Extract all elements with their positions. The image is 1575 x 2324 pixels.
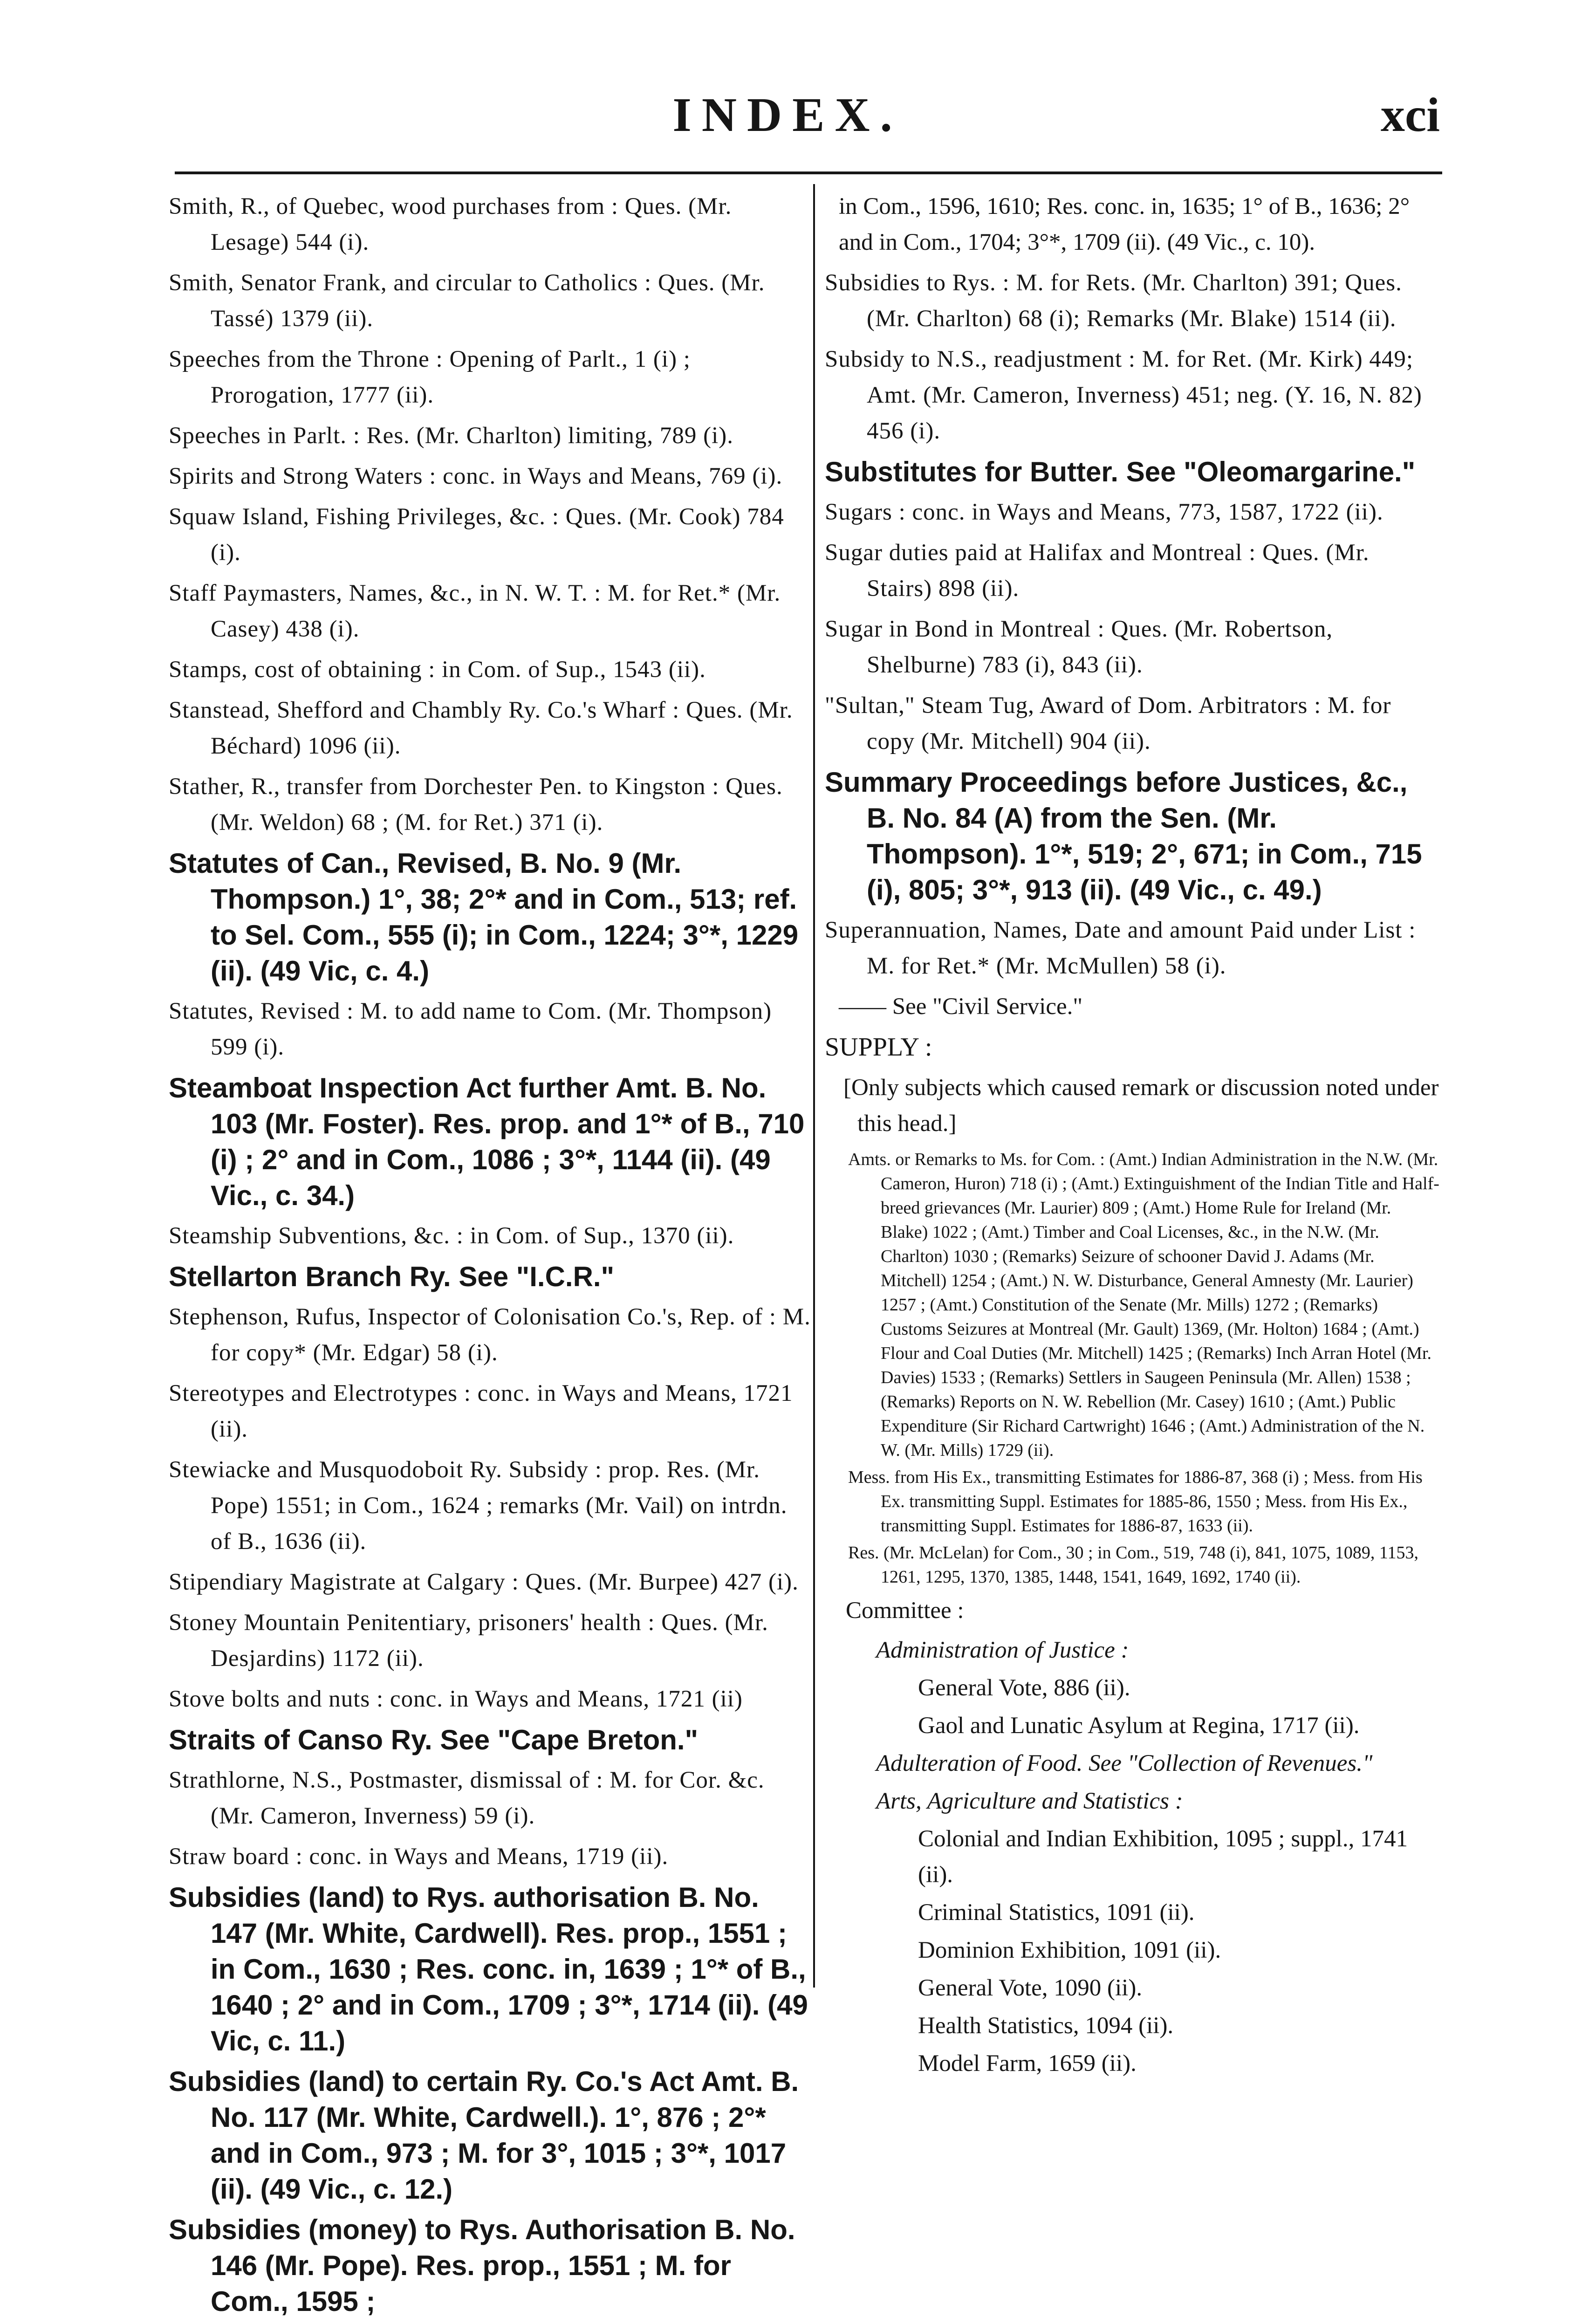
index-entry: Steamboat Inspection Act further Amt. B. No. 103 (Mr. Foster). Res. prop. and 1°* of B., 710 (i) ; 2° and in Com., 1086 ; 3°*, 1144 (ii). (49 Vic., c. 34.) — [169, 1072, 805, 1211]
index-entry: —— See "Civil Service." — [839, 994, 1083, 1020]
index-entry: Stamps, cost of obtaining : in Com. of Sup., 1543 (ii). — [169, 657, 706, 683]
index-entry: Speeches in Parlt. : Res. (Mr. Charlton) limiting, 789 (i). — [169, 423, 734, 449]
page-number: xci — [1380, 88, 1440, 142]
index-entry: in Com., 1596, 1610; Res. conc. in, 1635; 1° of B., 1636; 2° and in Com., 1704; 3°*, 1709 (ii). (49 Vic., c. 10). — [839, 193, 1410, 255]
index-entry: Gaol and Lunatic Asylum at Regina, 1717 (ii). — [918, 1713, 1360, 1739]
index-entry: Criminal Statistics, 1091 (ii). — [918, 1899, 1195, 1926]
index-entry: Committee : — [846, 1597, 964, 1624]
index-entry: Subsidies (land) to Rys. authorisation B. No. 147 (Mr. White, Cardwell). Res. prop., 1551 ; in Com., 1630 ; Res. conc. in, 1639 ; 1°* of B., 1640 ; 2° and in Com., 1709 ; 3°*, 1714 (ii). (49 Vic, c. 11.) — [169, 1882, 808, 2057]
header-rule — [175, 171, 1442, 174]
index-entry: Model Farm, 1659 (ii). — [918, 2050, 1137, 2077]
index-entry: Straw board : conc. in Ways and Means, 1719 (ii). — [169, 1844, 669, 1870]
index-column-left — [169, 189, 812, 2324]
index-entry: [Only subjects which caused remark or discussion noted under this head.] — [843, 1075, 1439, 1137]
index-entry: Strathlorne, N.S., Postmaster, dismissal of : M. for Cor. &c. (Mr. Cameron, Inverness) 59 (i). — [169, 1767, 765, 1829]
index-entry: Straits of Canso Ry. See "Cape Breton." — [169, 1724, 698, 1755]
page-title: INDEX. — [672, 88, 903, 142]
index-entry: Sugars : conc. in Ways and Means, 773, 1587, 1722 (ii). — [825, 499, 1383, 525]
index-entry: SUPPLY : — [825, 1033, 932, 1062]
index-entry: General Vote, 886 (ii). — [918, 1675, 1130, 1701]
index-entry: Superannuation, Names, Date and amount Paid under List : M. for Ret.* (Mr. McMullen) 58 (i). — [825, 917, 1416, 979]
index-entry: Statutes, Revised : M. to add name to Com. (Mr. Thompson) 599 (i). — [169, 998, 772, 1060]
index-entry: Stewiacke and Musquodoboit Ry. Subsidy : prop. Res. (Mr. Pope) 1551; in Com., 1624 ; remarks (Mr. Vail) on intrdn. of B., 1636 (ii). — [169, 1457, 788, 1555]
index-entry: Stipendiary Magistrate at Calgary : Ques. (Mr. Burpee) 427 (i). — [169, 1569, 799, 1595]
index-entry: Adulteration of Food. See "Collection of Revenues." — [876, 1750, 1373, 1776]
index-entry: Stereotypes and Electrotypes : conc. in Ways and Means, 1721 (ii). — [169, 1380, 793, 1442]
index-entry: Dominion Exhibition, 1091 (ii). — [918, 1937, 1221, 1963]
index-entry: Administration of Justice : — [876, 1637, 1129, 1663]
index-entry: Smith, R., of Quebec, wood purchases from : Ques. (Mr. Lesage) 544 (i). — [169, 193, 732, 255]
index-entry: Steamship Subventions, &c. : in Com. of Sup., 1370 (ii). — [169, 1223, 734, 1249]
column-divider — [813, 184, 815, 1988]
index-entry: Subsidies to Rys. : M. for Rets. (Mr. Charlton) 391; Ques. (Mr. Charlton) 68 (i); Remarks (Mr. Blake) 1514 (ii). — [825, 270, 1402, 332]
index-entry: Stoney Mountain Penitentiary, prisoners' health : Ques. (Mr. Desjardins) 1172 (ii). — [169, 1610, 768, 1672]
index-entry: Sugar duties paid at Halifax and Montreal : Ques. (Mr. Stairs) 898 (ii). — [825, 540, 1370, 602]
index-entry: Stather, R., transfer from Dorchester Pen. to Kingston : Ques. (Mr. Weldon) 68 ; (M. for Ret.) 371 (i). — [169, 774, 783, 836]
index-entry: Amts. or Remarks to Ms. for Com. : (Amt.) Indian Administration in the N.W. (Mr. Cameron, Huron) 718 (i) ; (Amt.) Extinguishment of the Indian Title and Half-breed grievances (Mr. Laurier) 809 ; (Amt.) Home Rule for Ireland (Mr. Blake) 1022 ; (Amt.) Timber and Coal Licenses, &c., in the N.W. (Mr. Charlton) 1030 ; (Remarks) Seizure of schooner David J. Adams (Mr. Mitchell) 1254 ; (Amt.) N. W. Disturbance, General Amnesty (Mr. Laurier) 1257 ; (Amt.) Constitution of the Senate (Mr. Mills) 1272 ; (Remarks) Customs Seizures at Montreal (Mr. Gault) 1369, (Mr. Holton) 1684 ; (Amt.) Flour and Coal Duties (Mr. Mitchell) 1425 ; (Remarks) Inch Arran Hotel (Mr. Davies) 1533 ; (Remarks) Settlers in Saugeen Peninsula (Mr. Allen) 1538 ; (Remarks) Reports on N. W. Rebellion (Mr. Casey) 1610 ; (Amt.) Public Expenditure (Sir Richard Cartwright) 1646 ; (Amt.) Administration of the N. W. (Mr. Mills) 1729 (ii). — [848, 1150, 1439, 1460]
index-entry: Stephenson, Rufus, Inspector of Colonisation Co.'s, Rep. of : M. for copy* (Mr. Edgar) 58 (i). — [169, 1304, 811, 1366]
index-entry: Colonial and Indian Exhibition, 1095 ; suppl., 1741 (ii). — [918, 1826, 1408, 1888]
index-entry: Speeches from the Throne : Opening of Parlt., 1 (i) ; Prorogation, 1777 (ii). — [169, 346, 691, 408]
page-header — [0, 0, 1575, 177]
index-entry: Substitutes for Butter. See "Oleomargarine." — [825, 456, 1416, 487]
index-entry: Spirits and Strong Waters : conc. in Ways and Means, 769 (i). — [169, 463, 783, 489]
index-entry: Arts, Agriculture and Statistics : — [876, 1788, 1183, 1814]
index-entry: Squaw Island, Fishing Privileges, &c. : Ques. (Mr. Cook) 784 (i). — [169, 504, 784, 566]
index-column-right — [825, 189, 1440, 2084]
index-entry: Staff Paymasters, Names, &c., in N. W. T. : M. for Ret.* (Mr. Casey) 438 (i). — [169, 580, 781, 642]
index-entry: Mess. from His Ex., transmitting Estimates for 1886-87, 368 (i) ; Mess. from His Ex. transmitting Suppl. Estimates for 1885-86, 1550 ; Mess. from His Ex., transmitting Suppl. Estimates for 1886-87, 1633 (ii). — [848, 1467, 1423, 1536]
index-entry: Subsidies (land) to certain Ry. Co.'s Act Amt. B. No. 117 (Mr. White, Cardwell.). 1°, 876 ; 2°* and in Com., 973 ; M. for 3°, 1015 ; 3°*, 1017 (ii). (49 Vic., c. 12.) — [169, 2066, 799, 2205]
index-entry: Stellarton Branch Ry. See "I.C.R." — [169, 1261, 615, 1292]
index-entry: Stanstead, Shefford and Chambly Ry. Co.'s Wharf : Ques. (Mr. Béchard) 1096 (ii). — [169, 697, 793, 759]
index-entry: Stove bolts and nuts : conc. in Ways and Means, 1721 (ii) — [169, 1686, 743, 1712]
index-entry: General Vote, 1090 (ii). — [918, 1975, 1143, 2001]
index-entry: Statutes of Can., Revised, B. No. 9 (Mr. Thompson.) 1°, 38; 2°* and in Com., 513; ref. to Sel. Com., 555 (i); in Com., 1224; 3°*, 1229 (ii). (49 Vic, c. 4.) — [169, 848, 799, 987]
index-entry: Res. (Mr. McLelan) for Com., 30 ; in Com., 519, 748 (i), 841, 1075, 1089, 1153, 1261, 1295, 1370, 1385, 1448, 1541, 1649, 1692, 1740 (ii). — [848, 1543, 1418, 1587]
index-entry: Subsidies (money) to Rys. Authorisation B. No. 146 (Mr. Pope). Res. prop., 1551 ; M. for Com., 1595 ; — [169, 2214, 795, 2317]
index-entry: "Sultan," Steam Tug, Award of Dom. Arbitrators : M. for copy (Mr. Mitchell) 904 (ii). — [825, 692, 1391, 754]
index-entry: Sugar in Bond in Montreal : Ques. (Mr. Robertson, Shelburne) 783 (i), 843 (ii). — [825, 616, 1333, 678]
index-entry: Smith, Senator Frank, and circular to Catholics : Ques. (Mr. Tassé) 1379 (ii). — [169, 270, 765, 332]
index-entry: Subsidy to N.S., readjustment : M. for Ret. (Mr. Kirk) 449; Amt. (Mr. Cameron, Inverness) 451; neg. (Y. 16, N. 82) 456 (i). — [825, 346, 1422, 444]
index-entry: Health Statistics, 1094 (ii). — [918, 2013, 1174, 2039]
index-entry: Summary Proceedings before Justices, &c., B. No. 84 (A) from the Sen. (Mr. Thompson). 1°*, 519; 2°, 671; in Com., 715 (i), 805; 3°*, 913 (ii). (49 Vic., c. 49.) — [825, 767, 1422, 905]
